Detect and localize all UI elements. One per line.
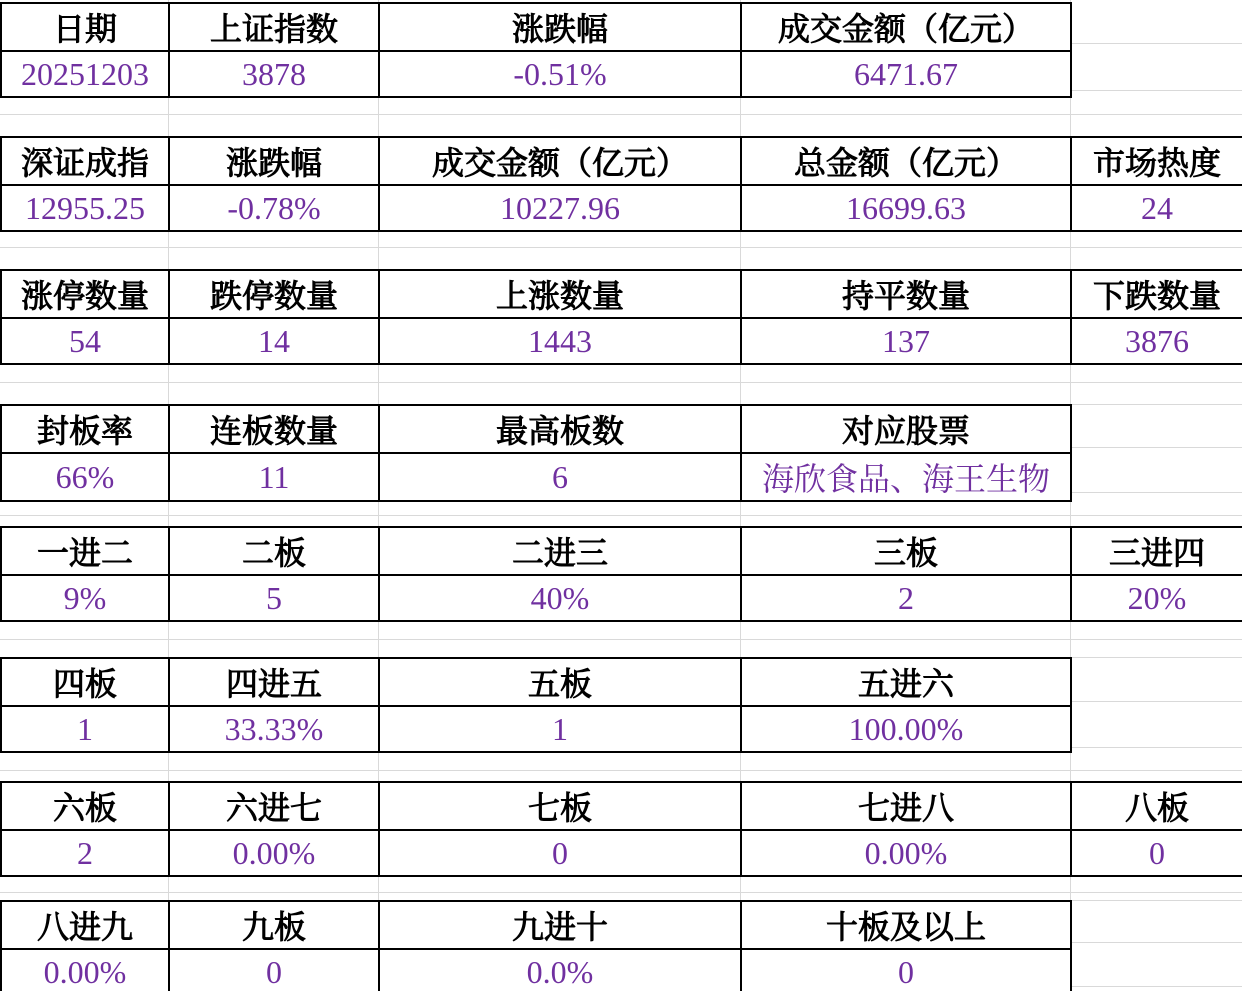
header-third-board-count: 三板 [741,527,1071,575]
header-sse-turnover: 成交金额（亿元） [741,3,1071,51]
header-related-stocks: 对应股票 [741,405,1071,453]
table-promotion-row4 [0,900,1072,991]
header-seventh-board-count: 七板 [379,782,741,830]
header-nine-to-ten-rate: 九进十 [379,901,741,949]
value-advancing-count: 1443 [379,318,741,364]
gridline-horizontal [0,770,1242,771]
value-seventh-board-count: 0 [379,830,741,876]
table-row [1,575,1242,621]
header-four-to-five-rate: 四进五 [169,658,379,706]
header-total-turnover: 总金额（亿元） [741,137,1071,185]
table-promotion-row2 [0,657,1072,753]
header-sixth-board-count: 六板 [1,782,169,830]
value-six-to-seven-rate: 0.00% [169,830,379,876]
header-six-to-seven-rate: 六进七 [169,782,379,830]
value-two-to-three-rate: 40% [379,575,741,621]
value-seal-rate: 66% [1,453,169,501]
value-limit-down-count: 14 [169,318,379,364]
value-sse-turnover: 6471.67 [741,51,1071,97]
value-eighth-board-count: 0 [1071,830,1242,876]
header-szse-turnover: 成交金额（亿元） [379,137,741,185]
table-row [1,51,1071,97]
header-fourth-board-count: 四板 [1,658,169,706]
value-nine-to-ten-rate: 0.0% [379,949,741,991]
value-szse-index: 12955.25 [1,185,169,231]
value-seven-to-eight-rate: 0.00% [741,830,1071,876]
table-row [1,185,1242,231]
table-row [1,949,1071,991]
header-seal-rate: 封板率 [1,405,169,453]
table-row [1,453,1071,501]
header-seven-to-eight-rate: 七进八 [741,782,1071,830]
value-second-board-count: 5 [169,575,379,621]
value-limit-up-count: 54 [1,318,169,364]
table-header-row [1,901,1071,949]
value-four-to-five-rate: 33.33% [169,706,379,752]
table-header-row [1,3,1071,51]
value-five-to-six-rate: 100.00% [741,706,1071,752]
value-sse-change-pct: -0.51% [379,51,741,97]
header-szse-index: 深证成指 [1,137,169,185]
header-five-to-six-rate: 五进六 [741,658,1071,706]
value-sse-index: 3878 [169,51,379,97]
value-total-turnover: 16699.63 [741,185,1071,231]
header-declining-count: 下跌数量 [1071,270,1242,318]
value-szse-change-pct: -0.78% [169,185,379,231]
header-ninth-board-count: 九板 [169,901,379,949]
table-header-row [1,405,1071,453]
header-szse-change-pct: 涨跌幅 [169,137,379,185]
header-eight-to-nine-rate: 八进九 [1,901,169,949]
header-sse-change-pct: 涨跌幅 [379,3,741,51]
gridline-horizontal [0,515,1242,516]
header-eighth-board-count: 八板 [1071,782,1242,830]
gridline-horizontal [0,639,1242,640]
header-max-board-height: 最高板数 [379,405,741,453]
table-row [1,318,1242,364]
header-second-board-count: 二板 [169,527,379,575]
header-flat-count: 持平数量 [741,270,1071,318]
table-market-breadth [0,269,1242,365]
header-date: 日期 [1,3,169,51]
header-market-heat: 市场热度 [1071,137,1242,185]
header-limit-up-count: 涨停数量 [1,270,169,318]
table-limit-board-stats [0,404,1072,502]
table-header-row [1,658,1071,706]
gridline-horizontal [0,892,1242,893]
header-advancing-count: 上涨数量 [379,270,741,318]
value-fifth-board-count: 1 [379,706,741,752]
gridline-horizontal [0,114,1242,115]
value-sixth-board-count: 2 [1,830,169,876]
value-eight-to-nine-rate: 0.00% [1,949,169,991]
value-one-to-two-rate: 9% [1,575,169,621]
table-header-row [1,782,1242,830]
table-szse-summary [0,136,1242,232]
value-related-stocks: 海欣食品、海王生物 [741,453,1071,501]
value-three-to-four-rate: 20% [1071,575,1242,621]
table-row [1,706,1071,752]
value-szse-turnover: 10227.96 [379,185,741,231]
value-max-board-height: 6 [379,453,741,501]
header-fifth-board-count: 五板 [379,658,741,706]
table-header-row [1,527,1242,575]
header-consecutive-limit-count: 连板数量 [169,405,379,453]
value-third-board-count: 2 [741,575,1071,621]
value-ninth-board-count: 0 [169,949,379,991]
header-ten-plus-board-count: 十板及以上 [741,901,1071,949]
gridline-horizontal [0,382,1242,383]
value-fourth-board-count: 1 [1,706,169,752]
value-declining-count: 3876 [1071,318,1242,364]
header-two-to-three-rate: 二进三 [379,527,741,575]
header-three-to-four-rate: 三进四 [1071,527,1242,575]
table-promotion-row3 [0,781,1242,877]
table-sse-summary [0,2,1072,98]
header-one-to-two-rate: 一进二 [1,527,169,575]
value-consecutive-limit-count: 11 [169,453,379,501]
table-promotion-row1 [0,526,1242,622]
value-ten-plus-board-count: 0 [741,949,1071,991]
header-limit-down-count: 跌停数量 [169,270,379,318]
table-header-row [1,137,1242,185]
table-row [1,830,1242,876]
value-flat-count: 137 [741,318,1071,364]
table-header-row [1,270,1242,318]
gridline-horizontal [0,247,1242,248]
value-date: 20251203 [1,51,169,97]
value-market-heat: 24 [1071,185,1242,231]
header-sse-index: 上证指数 [169,3,379,51]
